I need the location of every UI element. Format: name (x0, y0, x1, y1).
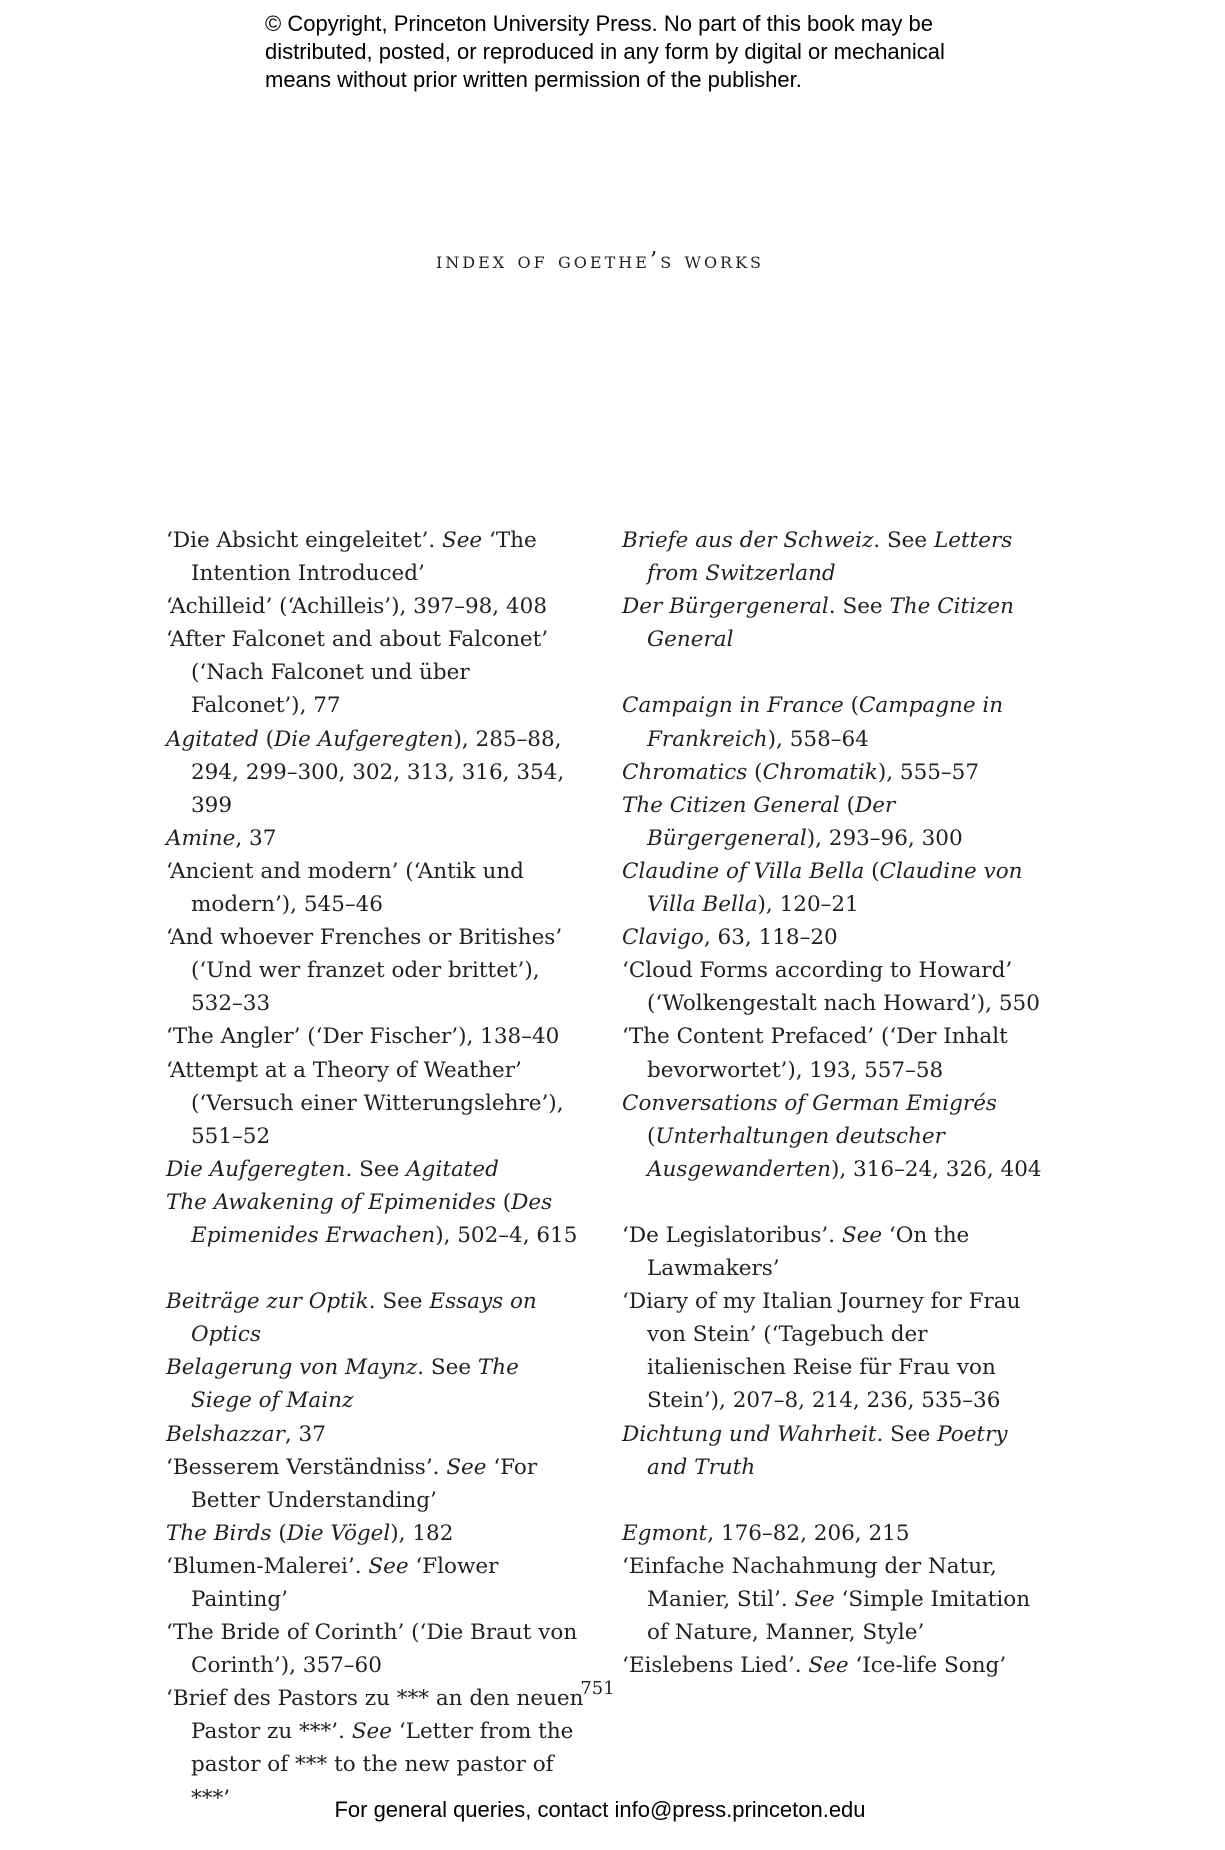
entry-text: ( (271, 1520, 287, 1546)
entry-text: ‘The Bride of Corinth’ (‘Die Braut von Corinth’), 357–60 (166, 1620, 578, 1679)
entry-text: ‘Simple Imitation of Nature, Manner, Style’ (647, 1587, 1031, 1646)
entry-italic-text: Die Aufgeregten (274, 726, 454, 752)
entry-italic-text: Der Bürgergeneral (647, 792, 896, 851)
entry-text: ), 555–57 (877, 759, 980, 785)
copyright-line: © Copyright, Princeton University Press. No part of this book may be (265, 11, 933, 36)
entry-italic-text: Campagne in Frankreich (647, 693, 1004, 752)
entry-text: ‘Ice-life Song’ (848, 1653, 1007, 1679)
entry-italic-text: Amine (166, 825, 236, 851)
entry-italic-text: Unterhaltungen deutscher Ausgewanderten (647, 1123, 945, 1182)
entry-text: . See (417, 1355, 478, 1381)
index-entry (166, 822, 586, 855)
entry-italic-text: See (841, 1222, 883, 1248)
index-entry (622, 689, 1042, 755)
entry-italic-text: Die Aufgeregten (166, 1156, 346, 1182)
entry-italic-text: Claudine of Villa Bella (622, 858, 865, 884)
entry-text: ‘Blumen-Malerei’. (166, 1553, 369, 1579)
index-entry (622, 524, 1042, 590)
entry-text: ( (864, 858, 880, 884)
entry-text: ‘Die Absicht eingeleitet’. (166, 528, 442, 553)
entry-italic-text: The Citizen General (622, 792, 840, 818)
entry-text: ( (647, 1123, 656, 1149)
index-entry (622, 756, 1042, 789)
entry-italic-text: See (808, 1653, 849, 1679)
index-entry (166, 1616, 586, 1682)
index-entry (166, 524, 586, 590)
entry-italic-text: Der Bürgergeneral (622, 594, 829, 620)
copyright-line: distributed, posted, or reproduced in any form by digital or mechanical (265, 39, 945, 64)
entry-italic-text: Agitated (406, 1156, 499, 1182)
footer-contact: For general queries, contact info@press.princeton.edu (334, 1797, 866, 1822)
index-entry (166, 623, 586, 722)
entry-italic-text: See (794, 1587, 835, 1612)
entry-text: ( (258, 726, 274, 752)
entry-text: ), 293–96, 300 (806, 825, 963, 851)
entry-text: ‘Cloud Forms according to Howard’ (‘Wolkengestalt nach Howard’), 550 (622, 958, 1040, 1017)
entry-text: ( (495, 1189, 512, 1215)
index-entry (166, 1285, 586, 1351)
entry-italic-text: Campaign in France (622, 693, 844, 719)
entry-italic-text: Belagerung von Maynz (166, 1355, 418, 1381)
section-gap (166, 1252, 586, 1285)
index-entry (622, 921, 1042, 954)
section-gap (622, 1186, 1042, 1219)
entry-italic-text: The Citizen General (647, 594, 1014, 653)
index-entry (622, 855, 1042, 921)
entry-text: ‘Ancient and modern’ (‘Antik und modern’), 545–46 (166, 858, 524, 918)
entry-italic-text: Agitated (166, 726, 259, 752)
index-entry (166, 1054, 586, 1153)
entry-italic-text: Poetry and Truth (647, 1421, 1008, 1480)
entry-text: ‘On the Lawmakers’ (647, 1222, 970, 1282)
entry-text: ‘Flower Painting’ (191, 1553, 499, 1612)
entry-italic-text: Die Vögel (286, 1520, 391, 1546)
index-entry (166, 921, 586, 1020)
entry-text: ( (747, 759, 763, 785)
entry-text: . See (876, 1421, 938, 1447)
entry-text: ( (839, 792, 855, 818)
page-title: index of goethe’s works (435, 248, 765, 274)
entry-italic-text: Dichtung und Wahrheit (622, 1421, 877, 1447)
index-entry (166, 1517, 586, 1550)
index-entry (166, 590, 586, 623)
entry-italic-text: The Birds (166, 1520, 272, 1546)
entry-text: ‘Letter from the pastor of *** to the new pastor of ***’ (191, 1719, 574, 1811)
index-entry (166, 855, 586, 921)
entry-text: ‘Attempt at a Theory of Weather’ (‘Versuch einer Witterungslehre’), 551–52 (166, 1057, 564, 1149)
index-entry (166, 723, 586, 822)
entry-text: , 63, 118–20 (703, 925, 838, 951)
index-entry (622, 1219, 1042, 1285)
entry-text: . See (873, 528, 934, 553)
entry-text: , 37 (235, 825, 277, 851)
entry-text: ‘Besserem Verständniss’. (166, 1454, 447, 1480)
entry-italic-text: Chromatik (762, 759, 878, 785)
entry-italic-text: Des Epimenides Erwachen (191, 1189, 553, 1248)
entry-text: ‘For Better Understanding’ (191, 1454, 538, 1513)
entry-italic-text: The Siege of Mainz (191, 1355, 519, 1414)
entry-italic-text: Egmont (622, 1520, 708, 1546)
entry-text: , 176–82, 206, 215 (707, 1520, 910, 1546)
entry-italic-text: Briefe aus der Schweiz (622, 528, 874, 553)
entry-italic-text: See (446, 1454, 487, 1480)
entry-text: ‘And whoever Frenches or Britishes’ (‘Und wer franzet oder brittet’), 532–33 (166, 925, 563, 1017)
index-entry (166, 1186, 586, 1252)
entry-italic-text: The Awakening of Epimenides (166, 1189, 496, 1215)
entry-italic-text: Belshazzar (166, 1421, 285, 1447)
section-gap (622, 656, 1042, 689)
index-entry (622, 1418, 1042, 1484)
entry-italic-text: Beiträge zur Optik (166, 1289, 369, 1315)
index-entry (622, 1550, 1042, 1649)
index-entry (622, 590, 1042, 656)
entry-italic-text: Chromatics (622, 759, 748, 785)
entry-text: ‘Einfache Nachahmung der Natur, Manier, Stil’. (622, 1553, 997, 1612)
index-entry (622, 1020, 1042, 1086)
entry-text: ( (843, 693, 859, 719)
entry-text: . See (828, 594, 890, 620)
index-entry (166, 1451, 586, 1517)
index-entry (622, 954, 1042, 1020)
index-entry (622, 789, 1042, 855)
section-gap (622, 1484, 1042, 1517)
copyright-line: means without prior written permission of the publisher. (265, 67, 802, 92)
index-entry (622, 1285, 1042, 1417)
entry-italic-text: Letters from Switzerland (647, 528, 1013, 587)
entry-italic-text: See (351, 1719, 392, 1745)
entry-text: ‘Eislebens Lied’. (622, 1653, 809, 1679)
entry-text: , 37 (284, 1421, 326, 1447)
index-entry (166, 1418, 586, 1451)
entry-text: ‘Brief des Pastors zu *** an den neuen Pastor zu ***’. (166, 1686, 584, 1745)
entry-text: ), 316–24, 326, 404 (830, 1156, 1042, 1182)
entry-text: ‘After Falconet and about Falconet’ (‘Nach Falconet und über Falconet’), 77 (166, 627, 549, 719)
entry-text: ), 182 (390, 1520, 454, 1546)
entry-text: ), 558–64 (767, 726, 869, 752)
index-entry (166, 1550, 586, 1616)
entry-text: . See (345, 1156, 407, 1182)
page-number: 751 (580, 1678, 615, 1699)
index-column-left (166, 524, 586, 1815)
index-entry (166, 1351, 586, 1417)
entry-italic-text: See (368, 1553, 409, 1579)
entry-text: ‘The Content Prefaced’ (‘Der Inhalt bevorwortet’), 193, 557–58 (622, 1024, 1008, 1083)
index-entry (622, 1087, 1042, 1186)
entry-text: ), 285–88, 294, 299–300, 302, 313, 316, 354, 399 (191, 726, 565, 818)
entry-italic-text: Conversations of German Emigrés (622, 1090, 997, 1116)
entry-text: ‘Diary of my Italian Journey for Frau von Stein’ (‘Tagebuch der italienischen Reise für Frau von Stein’), 207–8, 214, 236, 535–36 (622, 1289, 1021, 1414)
index-entry (166, 1682, 586, 1814)
copyright-notice (265, 10, 965, 94)
index-entry (622, 1517, 1042, 1550)
entry-italic-text: See (441, 528, 483, 553)
index-column-right (622, 524, 1042, 1682)
entry-text: ‘The Angler’ (‘Der Fischer’), 138–40 (166, 1024, 560, 1050)
entry-text: ), 502–4, 615 (435, 1222, 578, 1248)
entry-text: ‘The Intention Introduced’ (191, 528, 537, 587)
entry-text: . See (368, 1289, 430, 1315)
entry-text: ‘De Legislatoribus’. (622, 1222, 842, 1248)
entry-text: ), 120–21 (757, 892, 859, 918)
entry-italic-text: Essays on Optics (191, 1289, 537, 1348)
index-entry (166, 1020, 586, 1053)
index-entry (166, 1153, 586, 1186)
entry-italic-text: Claudine von Villa Bella (647, 858, 1023, 918)
entry-italic-text: Clavigo (622, 925, 704, 951)
entry-text: ‘Achilleid’ (‘Achilleis’), 397–98, 408 (166, 594, 548, 620)
